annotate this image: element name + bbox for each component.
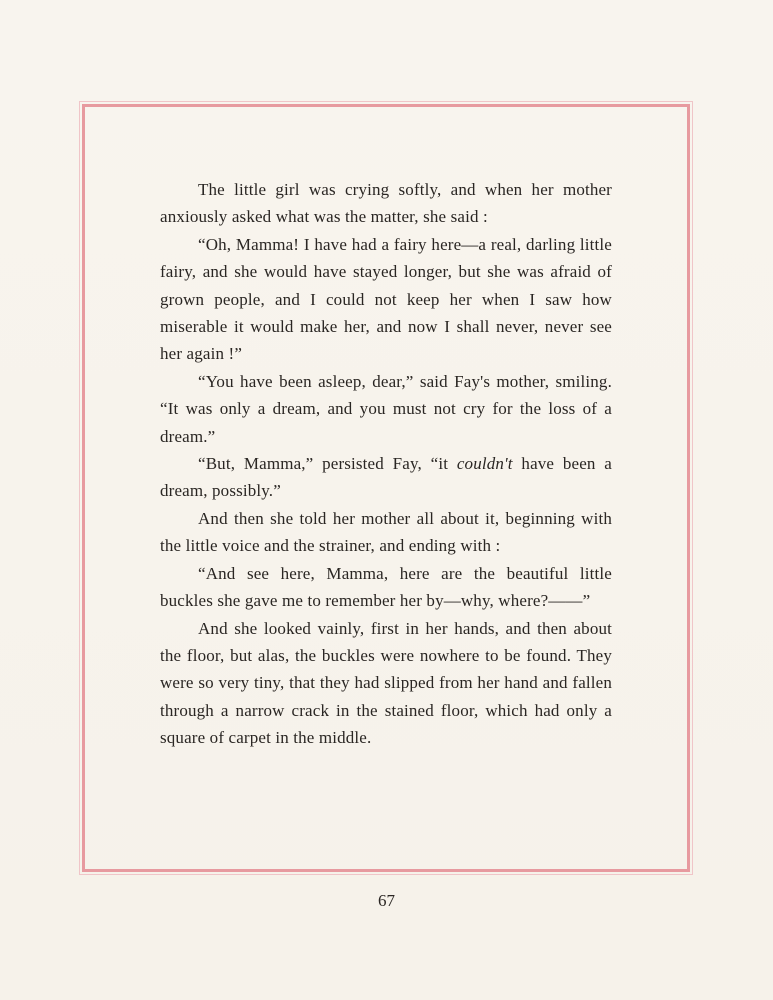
paragraph-3: “You have been asleep, dear,” said Fay's mother, smiling. “It was only a dream, and you must not cry for the loss of a dream.” bbox=[160, 371, 612, 446]
paragraph-2: “Oh, Mamma! I have had a fairy here—a real, darling little fairy, and she would have stayed longer, but she was afraid of grown people, and I could not keep her when I saw how miserable it would make her, and now I shall never, never see her again !” bbox=[160, 234, 612, 364]
paragraph-7: And she looked vainly, first in her hands, and then about the floor, but alas, the buckles were nowhere to be found. They were so very tiny, that they had slipped from her hand and fallen through a narrow crack in the stained floor, which had only a square of carpet in the middle. bbox=[160, 618, 612, 748]
story-text-block bbox=[160, 176, 612, 752]
paragraph-4-after: have been a dream, possibly.” bbox=[160, 454, 613, 501]
page-number: 67 bbox=[378, 891, 395, 910]
paragraph-4 bbox=[160, 450, 612, 505]
paragraph-5: And then she told her mother all about it, beginning with the little voice and the strainer, and ending with : bbox=[160, 508, 612, 556]
paragraph-6: “And see here, Mamma, here are the beautiful little buckles she gave me to remember her by—why, where?——” bbox=[160, 563, 612, 611]
paragraph-4-before: “But, Mamma,” persisted Fay, “it bbox=[198, 454, 457, 474]
paragraph-4-emphasis: couldn't bbox=[456, 454, 513, 474]
paragraph-1: The little girl was crying softly, and when her mother anxiously asked what was the matter, she said : bbox=[160, 180, 612, 227]
